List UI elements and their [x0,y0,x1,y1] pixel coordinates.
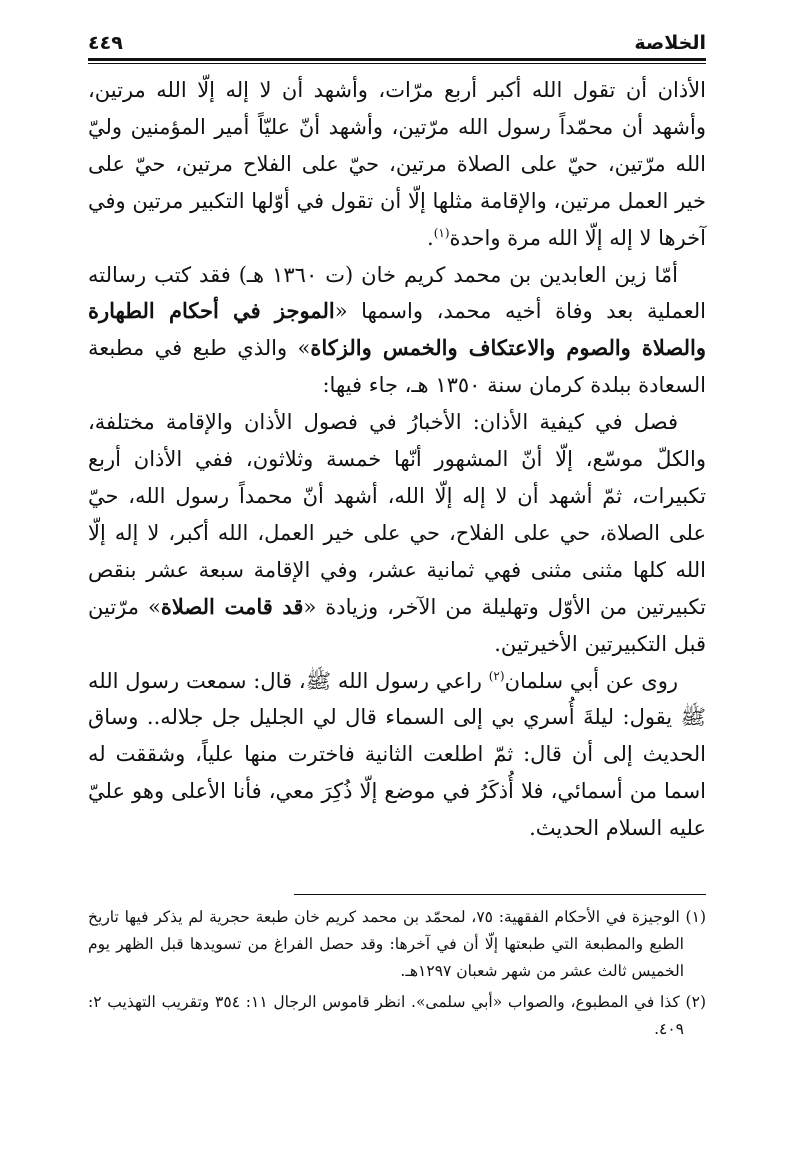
bold-phrase: قد قامت الصلاة [160,593,304,619]
running-title: الخلاصة [634,32,706,54]
main-text [88,72,706,847]
paragraph-text: فصل في كيفية الأذان: الأخبارُ في فصول الأذان والإقامة مختلفة، والكلّ موسّع، إلّا أنّ المشهور أنّها خمسة وثلاثون، ففي الأذان أربع تكبيرات، ثمّ أشهد أن لا إله إلّا الله، أشهد أنّ محمداً رسول الله، حيّ على الصلاة، حي على الفلاح، حي على خير العمل، الله أكبر، لا إله إلّا الله كلها مثنى مثنى فهي ثمانية عشر، وفي الإقامة سبعة عشر بنقص تكبيرتين من الأوّل وتهليلة من الآخر، وزيادة « [88,410,706,619]
paragraph-text: الأذان أن تقول الله أكبر أربع مرّات، وأشهد أن لا إله إلّا الله مرتين، وأشهد أن محمّداً رسول الله مرّتين، وأشهد أنّ عليّاً أمير المؤمنين وليّ الله مرّتين، حيّ على الصلاة مرتين، حيّ على الفلاح مرتين، حيّ على خير العمل مرتين، والإقامة مثلها إلّا أن تقول في أوّلها التكبير مرتين وفي آخرها لا إله إلّا الله مرة واحدة [88,78,706,250]
header-rule-thin [88,63,706,64]
footnote-separator [294,894,706,895]
paragraph-adhan-chapter [88,404,706,662]
paragraph-text: روى عن أبي سلمان [504,668,679,693]
paragraph-text: » مرّتين قبل التكبيرتين الأخيرتين. [88,594,706,656]
paragraph-end: . [427,225,434,250]
footnote-ref-1: (١) [433,225,450,240]
paragraph-text: » والذي طبع في مطبعة السعادة ببلدة كرمان سنة ١٣٥٠ هـ، جاء فيها: [88,336,706,398]
footnote-1: (١) الوجيزة في الأحكام الفقهية: ٧٥، لمحمّد بن محمد كريم خان طبعة حجرية لم يذكر فيها تاريخ الطبع والمطبعة التي طبعتها إلّا أن في آخرها: وقد حصل الفراغ من تسويدها قبل الظهر يوم الخميس ثالث عشر من شهر شعبان ١٢٩٧هـ. [88,908,706,980]
footnote-ref-2: (٢) [488,668,505,683]
page-header [88,30,706,56]
paragraph-text: أمّا زين العابدين بن محمد كريم خان (ت ١٣٦٠ هـ) فقد كتب رسالته العملية بعد وفاة أخيه محمد، واسمها « [88,262,706,324]
page-number: ٤٤٩ [88,32,123,54]
paragraph-hadith [88,663,706,848]
paragraph-zayn-al-abidin [88,257,706,405]
book-title: الموجز في أحكام الطهارة والصلاة والصوم والاعتكاف والخمس والزكاة [88,298,706,361]
header-rule [88,58,706,61]
paragraph-adhan-text [88,72,706,257]
paragraph-text: راعي رسول الله ﷺ، قال: سمعت رسول الله ﷺ يقول: ليلةَ أُسري بي إلى السماء قال لي الجليل جل جلاله.. وساق الحديث إلى أن قال: ثمّ اطلعت الثانية فاخترت منها علياً، وشققت له اسما من أسمائي، فلا أُذكَرُ في موضع إلّا ذُكِرَ معي، فأنا الأعلى وهو عليّ عليه السلام الحديث. [88,668,706,841]
footnotes [88,904,706,1043]
footnote-2: (٢) كذا في المطبوع، والصواب «أبي سلمى». انظر قاموس الرجال ١١: ٣٥٤ وتقريب التهذيب ٢: ٤٠٩. [88,993,706,1038]
